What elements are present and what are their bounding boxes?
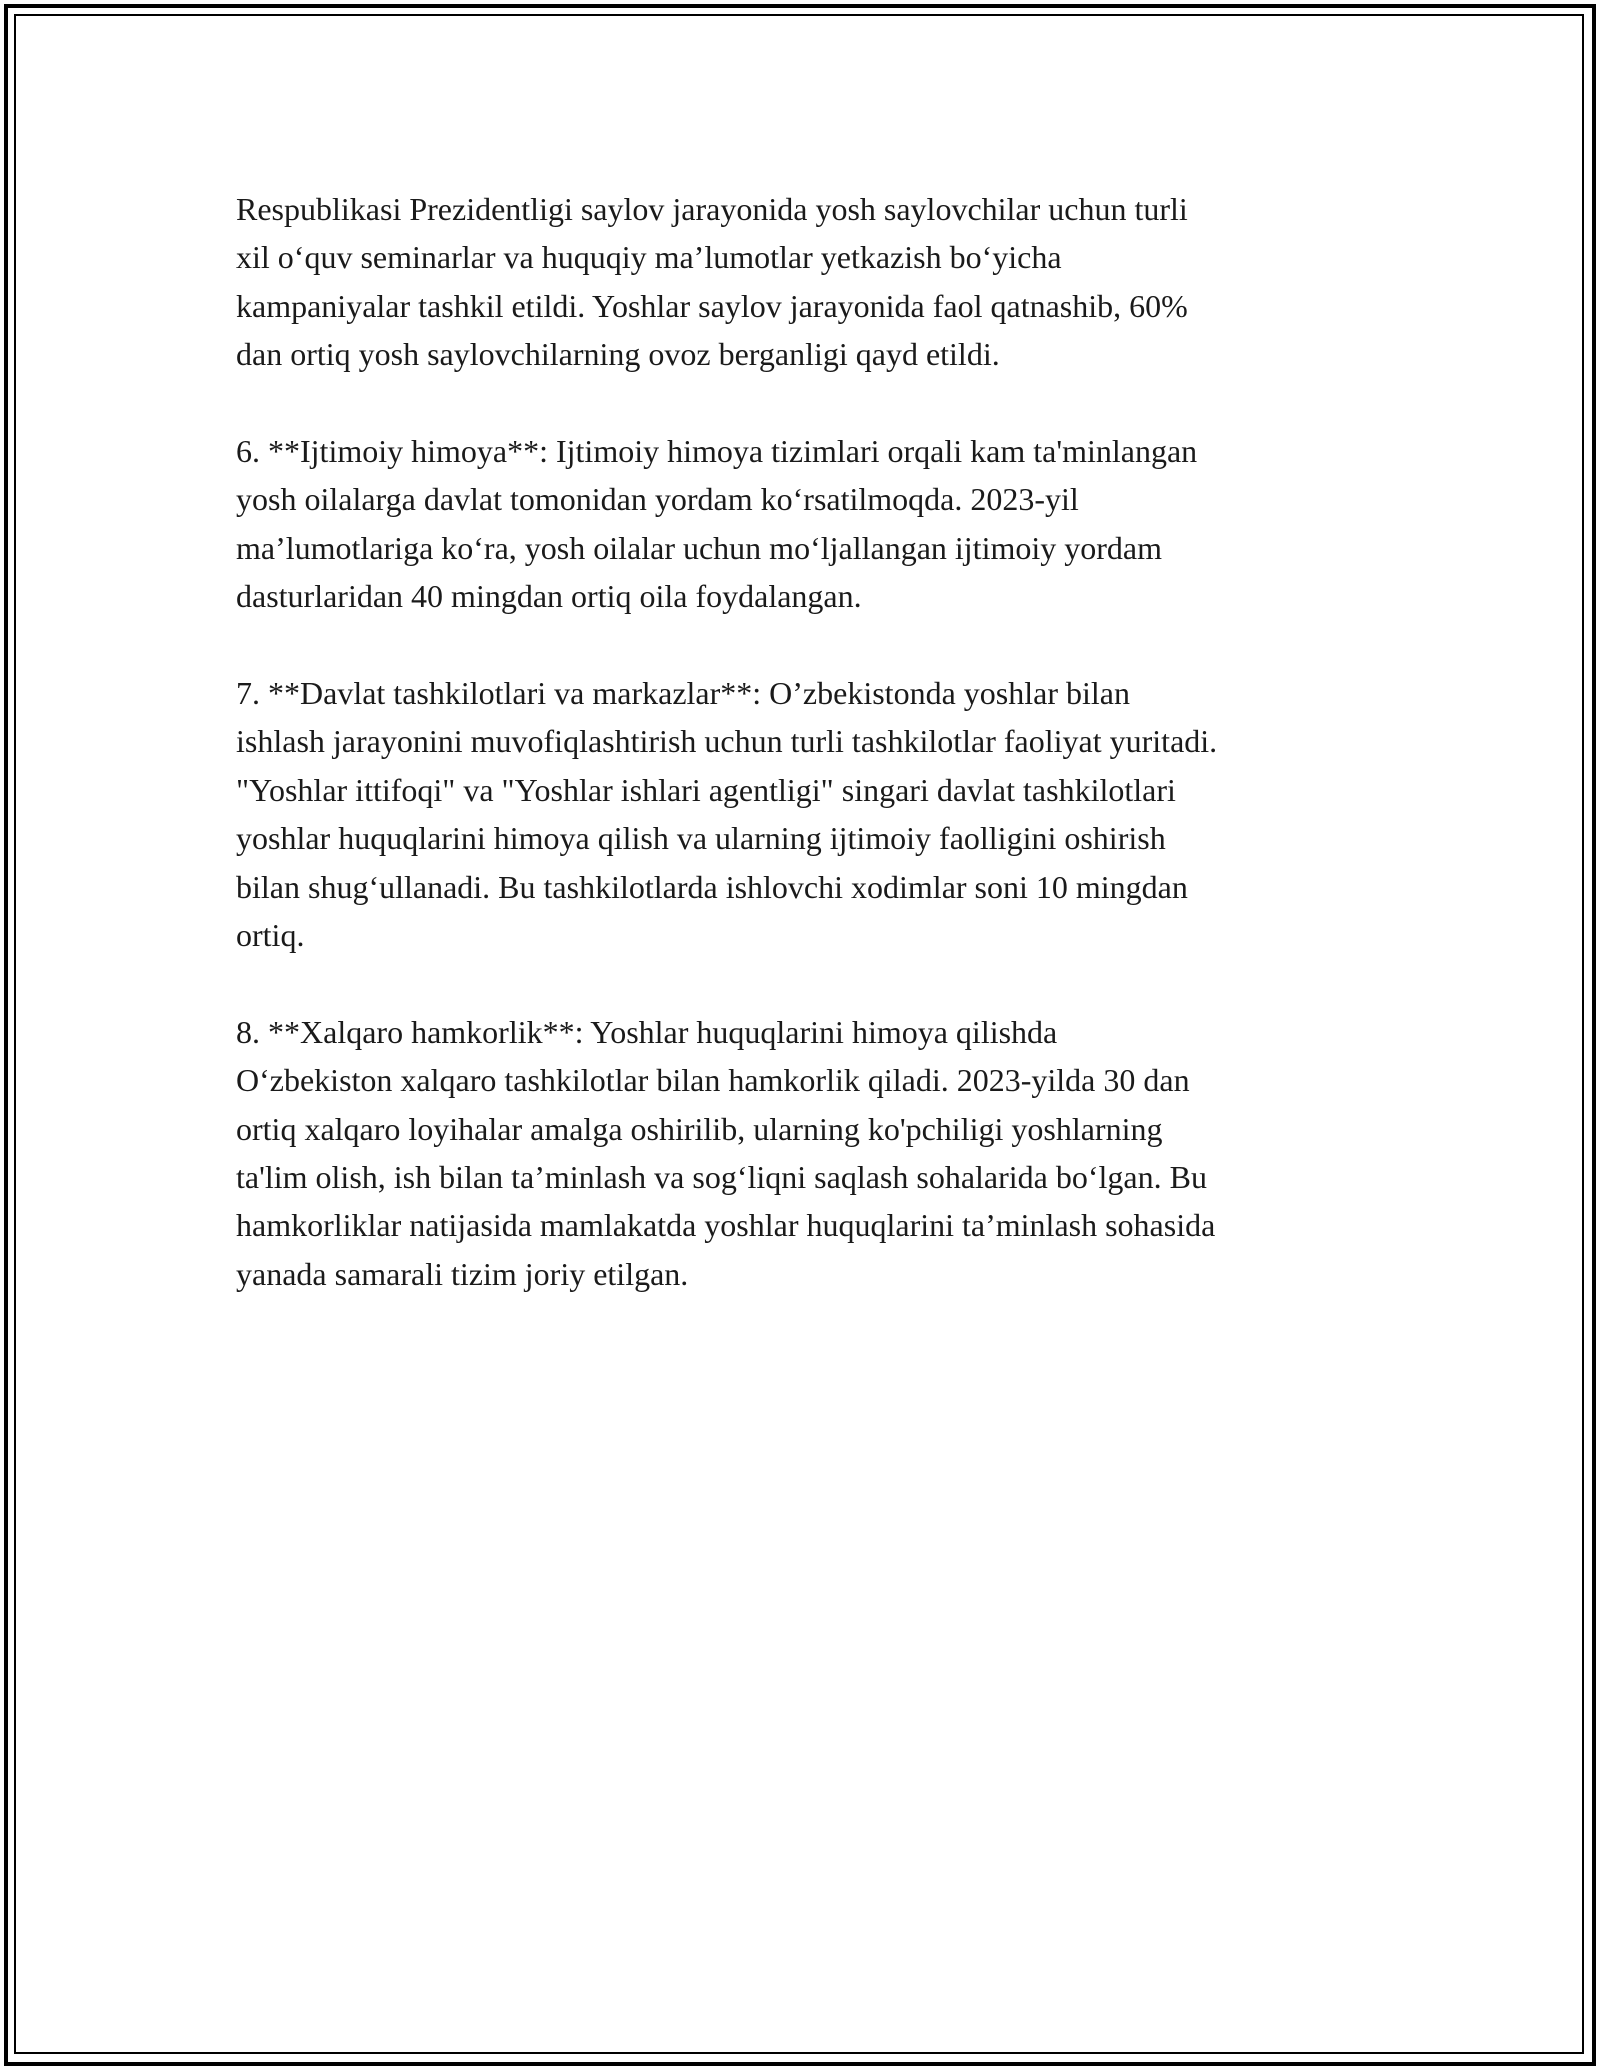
document-body bbox=[236, 185, 1376, 1347]
paragraph-international-cooperation: 8. **Xalqaro hamkorlik**: Yoshlar huquqlarini himoya qilishda O‘zbekiston xalqaro tashkilotlar bilan hamkorlik qiladi. 2023-yilda 30 dan ortiq xalqaro loyihalar amalga oshirilib, ularning ko'pchiligi yoshlarning ta'lim olish, ish bilan ta’minlash va sog‘liqni saqlash sohalarida bo‘lgan. Bu hamkorliklar natijasida mamlakatda yoshlar huquqlarini ta’minlash sohasida yanada samarali tizim joriy etilgan. bbox=[236, 1013, 1216, 1292]
paragraph-state-organizations: 7. **Davlat tashkilotlari va markazlar**: O’zbekistonda yoshlar bilan ishlash jarayonini muvofiqlashtirish uchun turli tashkilotlar faoliyat yuritadi. "Yoshlar ittifoqi" va "Yoshlar ishlari agentligi" singari davlat tashkilotlari yoshlar huquqlarini himoya qilish va ularning ijtimoiy faolligini oshirish bilan shug‘ullanadi. Bu tashkilotlarda ishlovchi xodimlar soni 10 mingdan ortiq. bbox=[236, 675, 1218, 954]
paragraph-election-intro: Respublikasi Prezidentligi saylov jarayonida yosh saylovchilar uchun turli xil o‘quv seminarlar va huquqiy ma’lumotlar yetkazish bo‘yicha kampaniyalar tashkil etildi. Yoshlar saylov jarayonida faol qatnashib, 60% dan ortiq yosh saylovchilarning ovoz berganligi qayd etildi. bbox=[236, 191, 1188, 373]
paragraph-social-protection: 6. **Ijtimoiy himoya**: Ijtimoiy himoya tizimlari orqali kam ta'minlangan yosh oilalarga davlat tomonidan yordam ko‘rsatilmoqda. 2023-yil ma’lumotlariga ko‘ra, yosh oilalar uchun mo‘ljallangan ijtimoiy yordam dasturlaridan 40 mingdan ortiq oila foydalangan. bbox=[236, 433, 1198, 615]
